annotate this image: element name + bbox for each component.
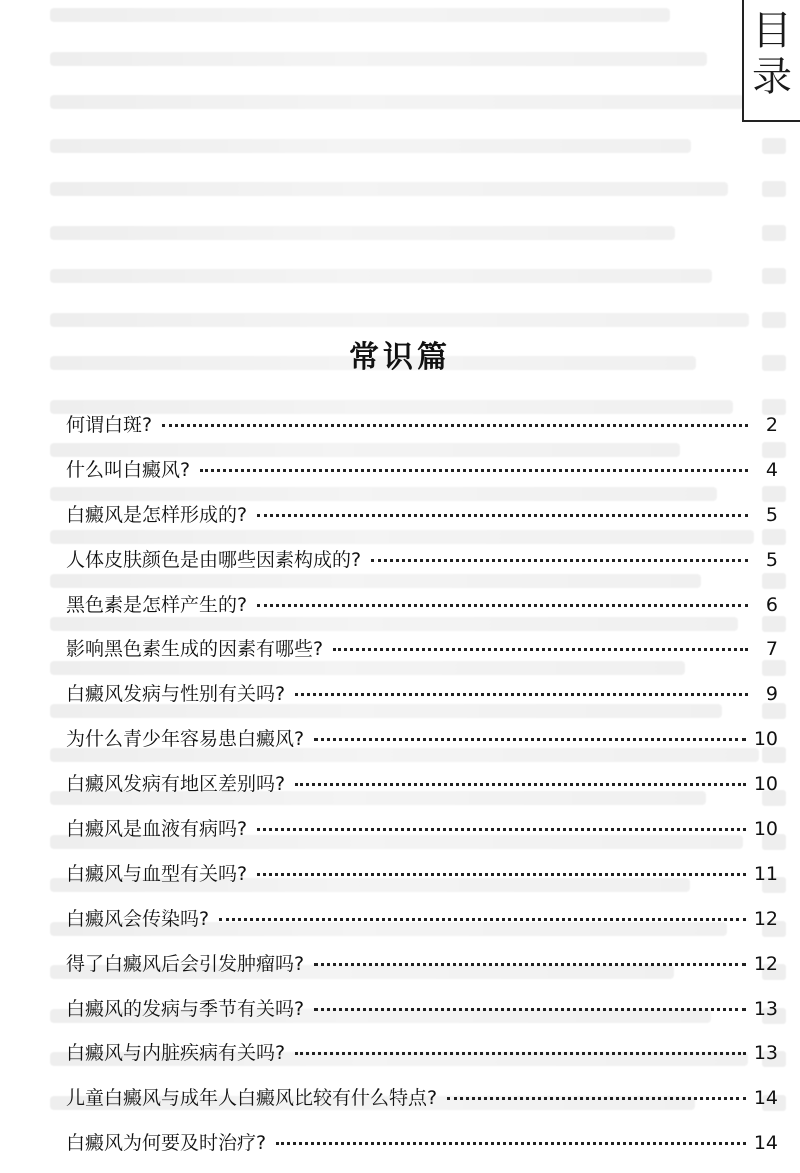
toc-entry-title: 人体皮肤颜色是由哪些因素构成的? bbox=[66, 548, 362, 571]
bleed-through-line bbox=[50, 139, 691, 153]
bleed-through-number bbox=[762, 138, 786, 154]
toc-entry-title: 白癜风的发病与季节有关吗? bbox=[66, 997, 305, 1020]
dot-leader bbox=[257, 514, 748, 517]
toc-entry-title: 白癜风会传染吗? bbox=[66, 907, 210, 930]
bleed-through-line bbox=[50, 52, 707, 66]
toc-entry-page-number: 10 bbox=[753, 773, 778, 796]
dot-leader bbox=[314, 738, 746, 741]
toc-entry-title: 得了白癜风后会引发肿瘤吗? bbox=[66, 952, 305, 975]
dot-leader bbox=[276, 1142, 746, 1145]
contents-corner-tab bbox=[742, 0, 800, 122]
corner-tab-char: 目 bbox=[752, 8, 792, 54]
bleed-through-line bbox=[50, 313, 749, 327]
bleed-through-number bbox=[762, 181, 786, 197]
toc-entry-page-number: 13 bbox=[753, 997, 778, 1020]
dot-leader bbox=[295, 783, 746, 786]
bleed-through-number bbox=[762, 268, 786, 284]
dot-leader bbox=[257, 873, 746, 876]
dot-leader bbox=[257, 604, 748, 607]
toc-entry[interactable] bbox=[66, 455, 778, 500]
toc-entry-title: 白癜风为何要及时治疗? bbox=[66, 1132, 267, 1155]
toc-entry[interactable] bbox=[66, 1128, 778, 1173]
toc-entry[interactable] bbox=[66, 1083, 778, 1128]
toc-entry-page-number: 5 bbox=[765, 548, 778, 571]
toc-entry[interactable] bbox=[66, 904, 778, 949]
toc-entry[interactable] bbox=[66, 545, 778, 590]
toc-entry-title: 白癜风与内脏疾病有关吗? bbox=[66, 1042, 286, 1065]
toc-entry-title: 白癜风是血液有病吗? bbox=[66, 818, 248, 841]
dot-leader bbox=[219, 918, 746, 921]
toc-entry[interactable] bbox=[66, 679, 778, 724]
bleed-through-line bbox=[50, 182, 728, 196]
toc-entry-page-number: 10 bbox=[753, 728, 778, 751]
toc-entry-title: 何谓白斑? bbox=[66, 414, 153, 436]
toc-entry-page-number: 6 bbox=[765, 593, 778, 616]
toc-entry-page-number: 14 bbox=[753, 1132, 778, 1155]
toc-entry-page-number: 7 bbox=[765, 638, 778, 661]
toc-entry-page-number: 4 bbox=[765, 458, 778, 481]
toc-entry[interactable] bbox=[66, 994, 778, 1039]
toc-entry-page-number: 5 bbox=[765, 503, 778, 526]
corner-tab-char: 录 bbox=[752, 54, 792, 100]
toc-entry-title: 什么叫白癜风? bbox=[66, 458, 191, 481]
bleed-through-number bbox=[762, 312, 786, 328]
bleed-through-line bbox=[50, 269, 712, 283]
toc-entry-title: 白癜风发病与性别有关吗? bbox=[66, 683, 286, 706]
toc-entry[interactable] bbox=[66, 410, 778, 455]
toc-entry[interactable] bbox=[66, 590, 778, 635]
toc-entry-page-number: 12 bbox=[753, 907, 778, 930]
toc-entry-page-number: 10 bbox=[753, 818, 778, 841]
dot-leader bbox=[200, 469, 748, 472]
toc-entry[interactable] bbox=[66, 634, 778, 679]
toc-entry-title: 白癜风发病有地区差别吗? bbox=[66, 773, 286, 796]
table-of-contents bbox=[66, 410, 778, 1173]
toc-entry[interactable] bbox=[66, 769, 778, 814]
toc-entry-page-number: 12 bbox=[753, 952, 778, 975]
toc-entry-page-number: 11 bbox=[753, 862, 778, 885]
dot-leader bbox=[314, 963, 746, 966]
toc-entry[interactable] bbox=[66, 1038, 778, 1083]
toc-entry-title: 影响黑色素生成的因素有哪些? bbox=[66, 638, 324, 661]
dot-leader bbox=[333, 648, 748, 651]
dot-leader bbox=[447, 1097, 746, 1100]
toc-entry-page-number: 14 bbox=[753, 1087, 778, 1110]
toc-entry[interactable] bbox=[66, 814, 778, 859]
section-title: 常识篇 bbox=[349, 340, 451, 375]
bleed-through-line bbox=[50, 95, 744, 109]
toc-entry-title: 白癜风是怎样形成的? bbox=[66, 503, 248, 526]
toc-entry-title: 为什么青少年容易患白癜风? bbox=[66, 728, 305, 751]
dot-leader bbox=[295, 1052, 746, 1055]
bleed-through-number bbox=[762, 225, 786, 241]
dot-leader bbox=[371, 559, 748, 562]
toc-entry-title: 黑色素是怎样产生的? bbox=[66, 593, 248, 616]
toc-entry-page-number: 2 bbox=[765, 414, 778, 436]
toc-entry[interactable] bbox=[66, 949, 778, 994]
bleed-through-line bbox=[50, 226, 675, 240]
dot-leader bbox=[314, 1008, 746, 1011]
toc-entry-title: 儿童白癜风与成年人白癜风比较有什么特点? bbox=[66, 1087, 438, 1110]
dot-leader bbox=[162, 424, 748, 427]
toc-entry[interactable] bbox=[66, 859, 778, 904]
toc-entry-title: 白癜风与血型有关吗? bbox=[66, 862, 248, 885]
dot-leader bbox=[295, 693, 748, 696]
bleed-through-line bbox=[50, 8, 670, 22]
toc-entry[interactable] bbox=[66, 500, 778, 545]
toc-entry-page-number: 13 bbox=[753, 1042, 778, 1065]
toc-entry-page-number: 9 bbox=[765, 683, 778, 706]
dot-leader bbox=[257, 828, 746, 831]
toc-entry[interactable] bbox=[66, 724, 778, 769]
